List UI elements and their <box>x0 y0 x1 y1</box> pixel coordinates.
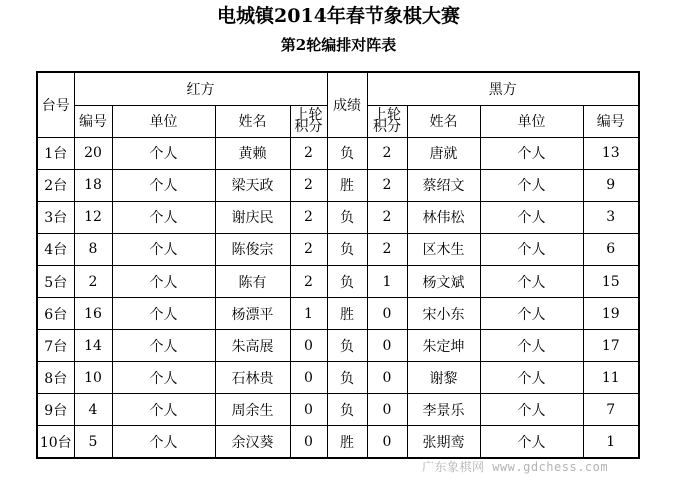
cell-red-num: 16 <box>74 298 112 330</box>
cell-black-unit: 个人 <box>480 265 583 297</box>
cell-red-name: 梁天政 <box>215 169 290 201</box>
cell-black-name: 林伟松 <box>407 201 480 233</box>
cell-red-num: 8 <box>74 233 112 265</box>
cell-red-prev-points: 0 <box>290 330 327 362</box>
cell-red-name: 朱高展 <box>215 330 290 362</box>
cell-black-prev-points: 2 <box>367 201 407 233</box>
cell-black-unit: 个人 <box>480 426 583 458</box>
cell-red-unit: 个人 <box>112 426 215 458</box>
table-row <box>37 265 639 297</box>
cell-table-no: 9台 <box>37 394 74 426</box>
cell-result: 负 <box>327 394 367 426</box>
cell-black-unit: 个人 <box>480 330 583 362</box>
cell-table-no: 2台 <box>37 169 74 201</box>
cell-black-num: 9 <box>583 169 639 201</box>
table-row <box>37 201 639 233</box>
cell-result: 负 <box>327 265 367 297</box>
cell-black-prev-points: 0 <box>367 394 407 426</box>
table-row <box>37 169 639 201</box>
cell-black-num: 7 <box>583 394 639 426</box>
cell-black-name: 杨文斌 <box>407 265 480 297</box>
cell-table-no: 7台 <box>37 330 74 362</box>
cell-table-no: 10台 <box>37 426 74 458</box>
cell-black-name: 唐就 <box>407 137 480 169</box>
cell-black-name: 区木生 <box>407 233 480 265</box>
header-prev-line1: 上轮 <box>294 107 323 124</box>
cell-red-num: 20 <box>74 137 112 169</box>
table-row <box>37 330 639 362</box>
cell-red-prev-points: 0 <box>290 394 327 426</box>
cell-result: 负 <box>327 362 367 394</box>
cell-black-prev-points: 0 <box>367 426 407 458</box>
cell-red-name: 杨漂平 <box>215 298 290 330</box>
cell-black-prev-points: 2 <box>367 137 407 169</box>
cell-result: 胜 <box>327 426 367 458</box>
cell-red-prev-points: 0 <box>290 362 327 394</box>
cell-red-unit: 个人 <box>112 362 215 394</box>
cell-table-no: 4台 <box>37 233 74 265</box>
header-red-num: 编号 <box>74 105 112 137</box>
cell-black-unit: 个人 <box>480 137 583 169</box>
cell-red-num: 5 <box>74 426 112 458</box>
header-prev-line2: 积分 <box>294 119 323 136</box>
cell-black-name: 朱定坤 <box>407 330 480 362</box>
cell-red-num: 4 <box>74 394 112 426</box>
header-black-name: 姓名 <box>407 105 480 137</box>
header-black-side: 黑方 <box>367 72 639 105</box>
cell-red-num: 14 <box>74 330 112 362</box>
cell-black-prev-points: 0 <box>367 298 407 330</box>
page-subtitle: 第2轮编排对阵表 <box>280 36 397 54</box>
cell-red-unit: 个人 <box>112 169 215 201</box>
cell-red-unit: 个人 <box>112 330 215 362</box>
cell-black-unit: 个人 <box>480 298 583 330</box>
cell-red-prev-points: 1 <box>290 298 327 330</box>
header-black-num: 编号 <box>583 105 639 137</box>
header-score: 成绩 <box>327 72 367 137</box>
cell-red-prev-points: 0 <box>290 426 327 458</box>
header-black-prev-points <box>367 105 407 137</box>
table-row <box>37 426 639 458</box>
cell-result: 负 <box>327 201 367 233</box>
cell-table-no: 1台 <box>37 137 74 169</box>
cell-red-prev-points: 2 <box>290 201 327 233</box>
cell-red-num: 12 <box>74 201 112 233</box>
cell-red-prev-points: 2 <box>290 169 327 201</box>
cell-red-name: 石林贵 <box>215 362 290 394</box>
header-red-prev-points <box>290 105 327 137</box>
cell-black-num: 19 <box>583 298 639 330</box>
cell-black-unit: 个人 <box>480 201 583 233</box>
header-red-side: 红方 <box>74 72 327 105</box>
cell-black-num: 1 <box>583 426 639 458</box>
cell-red-name: 陈有 <box>215 265 290 297</box>
cell-red-unit: 个人 <box>112 201 215 233</box>
page-title: 电城镇2014年春节象棋大赛 <box>217 5 460 27</box>
cell-red-prev-points: 2 <box>290 265 327 297</box>
cell-black-num: 11 <box>583 362 639 394</box>
header-red-name: 姓名 <box>215 105 290 137</box>
cell-red-unit: 个人 <box>112 265 215 297</box>
cell-red-prev-points: 2 <box>290 137 327 169</box>
cell-result: 胜 <box>327 169 367 201</box>
cell-black-prev-points: 2 <box>367 233 407 265</box>
cell-black-prev-points: 1 <box>367 265 407 297</box>
cell-black-unit: 个人 <box>480 394 583 426</box>
table-row <box>37 362 639 394</box>
cell-red-name: 余汉葵 <box>215 426 290 458</box>
cell-black-prev-points: 0 <box>367 330 407 362</box>
cell-red-num: 2 <box>74 265 112 297</box>
cell-black-unit: 个人 <box>480 169 583 201</box>
header-prev-line1: 上轮 <box>373 107 401 124</box>
cell-red-name: 周余生 <box>215 394 290 426</box>
table-row <box>37 298 639 330</box>
cell-black-prev-points: 0 <box>367 362 407 394</box>
cell-red-num: 10 <box>74 362 112 394</box>
cell-red-unit: 个人 <box>112 298 215 330</box>
cell-black-name: 蔡绍文 <box>407 169 480 201</box>
cell-red-num: 18 <box>74 169 112 201</box>
cell-result: 胜 <box>327 298 367 330</box>
header-red-unit: 单位 <box>112 105 215 137</box>
table-row <box>37 394 639 426</box>
cell-result: 负 <box>327 330 367 362</box>
pairing-table <box>36 71 640 459</box>
cell-red-name: 陈俊宗 <box>215 233 290 265</box>
cell-table-no: 3台 <box>37 201 74 233</box>
cell-table-no: 5台 <box>37 265 74 297</box>
cell-black-num: 17 <box>583 330 639 362</box>
cell-black-num: 3 <box>583 201 639 233</box>
header-black-unit: 单位 <box>480 105 583 137</box>
cell-black-unit: 个人 <box>480 362 583 394</box>
cell-black-name: 张期鸾 <box>407 426 480 458</box>
watermark: 广东象棋网 www.gdchess.com <box>422 460 609 474</box>
table-row <box>37 233 639 265</box>
cell-black-unit: 个人 <box>480 233 583 265</box>
header-row-1 <box>37 72 639 105</box>
cell-table-no: 8台 <box>37 362 74 394</box>
cell-red-unit: 个人 <box>112 233 215 265</box>
cell-table-no: 6台 <box>37 298 74 330</box>
cell-black-num: 15 <box>583 265 639 297</box>
cell-red-unit: 个人 <box>112 394 215 426</box>
cell-red-unit: 个人 <box>112 137 215 169</box>
table-row <box>37 137 639 169</box>
cell-black-name: 宋小东 <box>407 298 480 330</box>
header-table-no: 台号 <box>37 72 74 137</box>
cell-black-name: 李景乐 <box>407 394 480 426</box>
cell-red-name: 谢庆民 <box>215 201 290 233</box>
header-prev-line2: 积分 <box>373 119 401 136</box>
cell-red-name: 黄赖 <box>215 137 290 169</box>
cell-result: 负 <box>327 233 367 265</box>
cell-black-name: 谢黎 <box>407 362 480 394</box>
cell-black-num: 6 <box>583 233 639 265</box>
cell-red-prev-points: 2 <box>290 233 327 265</box>
cell-result: 负 <box>327 137 367 169</box>
cell-black-num: 13 <box>583 137 639 169</box>
cell-black-prev-points: 2 <box>367 169 407 201</box>
